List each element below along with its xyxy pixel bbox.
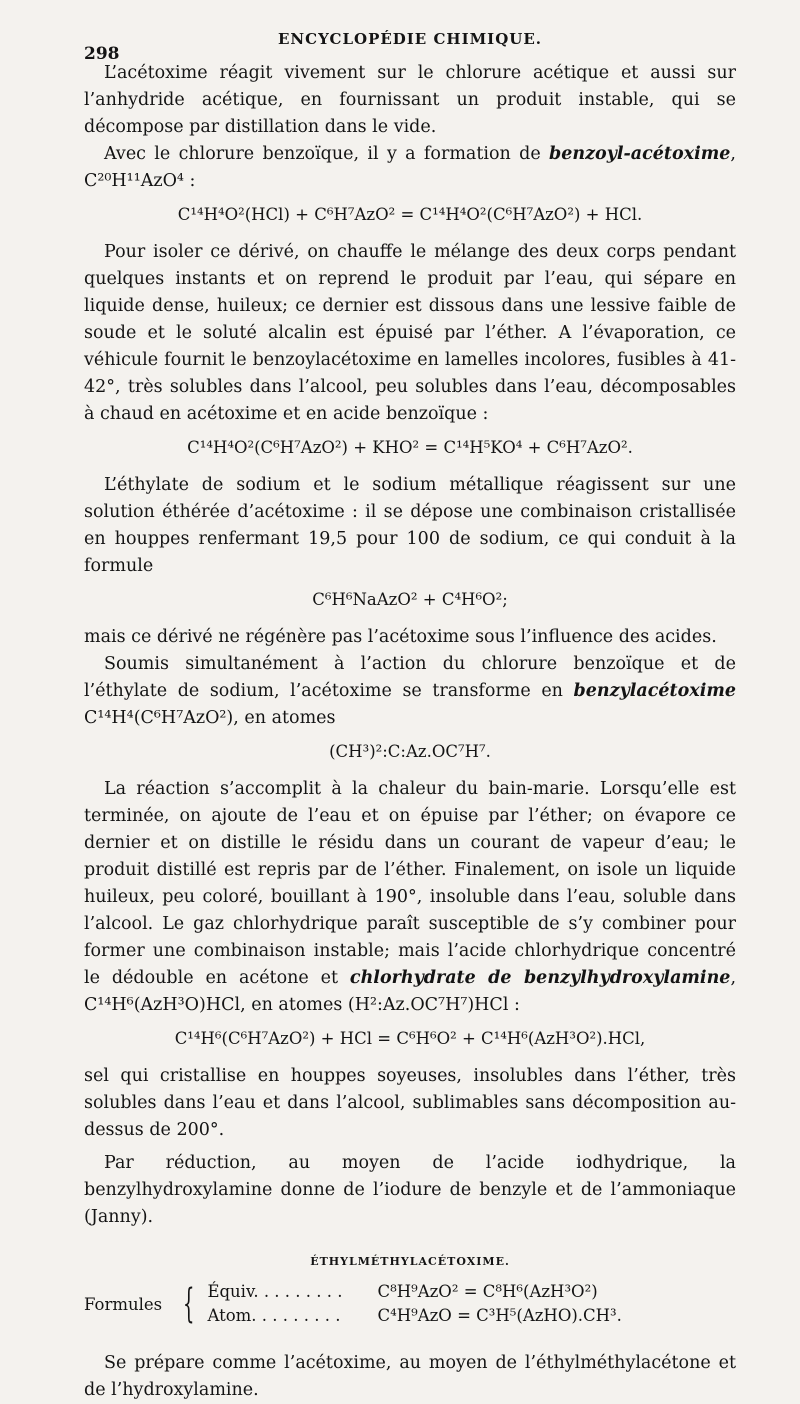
paragraph-1: L’acétoxime réagit vivement sur le chlorure acétique et aussi sur l’anhydride acétique, en fournissant un produit instable, qui se décompose par distillation dans le vide.	[84, 63, 736, 137]
formules-kind: Équiv. . . . . . . . .	[207, 1282, 343, 1301]
paragraph-4: L’éthylate de sodium et le sodium métallique réagissent sur une solution éthérée d’acétoxime : il se dépose une combinaison cristallisée en houppes renfermant 19,5 pour 100 de sodium, ce qui conduit à la formule	[84, 475, 736, 576]
paragraph-6-tail: C¹⁴H⁴(C⁶H⁷AzO²), en atomes	[84, 708, 336, 728]
section-title: ÉTHYLMÉTHYLACÉTOXIME.	[310, 1255, 510, 1268]
formules-formula: C⁸H⁹AzO² = C⁸H⁶(AzH³O²)	[377, 1282, 598, 1301]
paragraph-5: mais ce dérivé ne régénère pas l’acétoxime sous l’influence des acides.	[84, 627, 717, 647]
paragraph-6-emphasis: benzylacétoxime	[573, 681, 736, 701]
paragraph-7-emphasis: chlorhydrate de benzylhydroxylamine	[349, 968, 731, 988]
formules-row-equiv	[207, 1280, 621, 1304]
formules-row-atom	[207, 1304, 621, 1328]
formules-label: Formules	[84, 1294, 163, 1314]
formules-rows	[207, 1280, 621, 1328]
paragraph-6-text: Soumis simultanément à l’action du chlorure benzoïque et de l’éthylate de sodium, l’acétoxime se transforme en	[84, 654, 736, 701]
running-head: ENCYCLOPÉDIE CHIMIQUE.	[277, 30, 543, 48]
formules-kind: Atom. . . . . . . . .	[207, 1306, 341, 1325]
paragraph-2	[84, 141, 736, 195]
brace-icon: {	[182, 1281, 195, 1327]
paragraph-9: Par réduction, au moyen de l’acide iodhydrique, la benzylhydroxylamine donne de l’iodure de benzyle et de l’ammoniaque (Janny).	[84, 1153, 736, 1227]
paragraph-6	[84, 651, 736, 732]
formula-2: C¹⁴H⁴O²(C⁶H⁷AzO²) + KHO² = C¹⁴H⁵KO⁴ + C⁶H⁷AzO².	[187, 438, 633, 457]
formula-5: C¹⁴H⁶(C⁶H⁷AzO²) + HCl = C⁶H⁶O² + C¹⁴H⁶(AzH³O²).HCl,	[174, 1029, 646, 1048]
formules-block	[84, 1280, 736, 1328]
formula-4: (CH³)²:C:Az.OC⁷H⁷.	[329, 742, 491, 761]
paragraph-2-tail: , C²⁰H¹¹AzO⁴ :	[84, 144, 736, 191]
paragraph-8: sel qui cristallise en houppes soyeuses, insolubles dans l’éther, très solubles dans l’eau et dans l’alcool, sublimables sans décomposition au-dessus de 200°.	[84, 1066, 736, 1140]
paragraph-3: Pour isoler ce dérivé, on chauffe le mélange des deux corps pendant quelques instants et on reprend le produit par l’eau, qui sépare en liquide dense, huileux; ce dernier est dissous dans une lessive faible de soude et le soluté alcalin est épuisé par l’éther. A l’évaporation, ce véhicule fournit le benzoylacétoxime en lamelles incolores, fusibles à 41-42°, très solubles dans l’alcool, peu solubles dans l’eau, décomposables à chaud en acétoxime et en acide benzoïque :	[84, 242, 736, 424]
formula-1: C¹⁴H⁴O²(HCl) + C⁶H⁷AzO² = C¹⁴H⁴O²(C⁶H⁷AzO²) + HCl.	[177, 205, 643, 224]
formules-formula: C⁴H⁹AzO = C³H⁵(AzHO).CH³.	[377, 1306, 622, 1325]
paragraph-2-emphasis: benzoyl-acétoxime	[549, 144, 731, 164]
paragraph-7-tail: , C¹⁴H⁶(AzH³O)HCl, en atomes (H²:Az.OC⁷H⁷)HCl :	[84, 968, 737, 1015]
page-header	[84, 26, 736, 64]
paragraph-7-text: La réaction s’accomplit à la chaleur du bain-marie. Lorsqu’elle est terminée, on ajoute de l’eau et on épuise par l’éther; on évapore ce dernier et on distille le résidu dans un courant de vapeur d’eau; le produit distillé est repris par de l’éther. Finalement, on isole un liquide huileux, peu coloré, bouillant à 190°, insoluble dans l’eau, soluble dans l’alcool. Le gaz chlorhydrique paraît susceptible de s’y combiner pour former une combinaison instable; mais l’acide chlorhydrique concentré le dédouble en acétone et	[84, 779, 736, 988]
paragraph-2-text: Avec le chlorure benzoïque, il y a formation de	[104, 144, 550, 164]
paragraph-7	[84, 776, 736, 1019]
paragraph-10: Se prépare comme l’acétoxime, au moyen de l’éthylméthylacétone et de l’hydroxylamine.	[84, 1353, 736, 1400]
page-number: 298	[84, 44, 120, 64]
formula-3: C⁶H⁶NaAzO² + C⁴H⁶O²;	[312, 590, 508, 609]
